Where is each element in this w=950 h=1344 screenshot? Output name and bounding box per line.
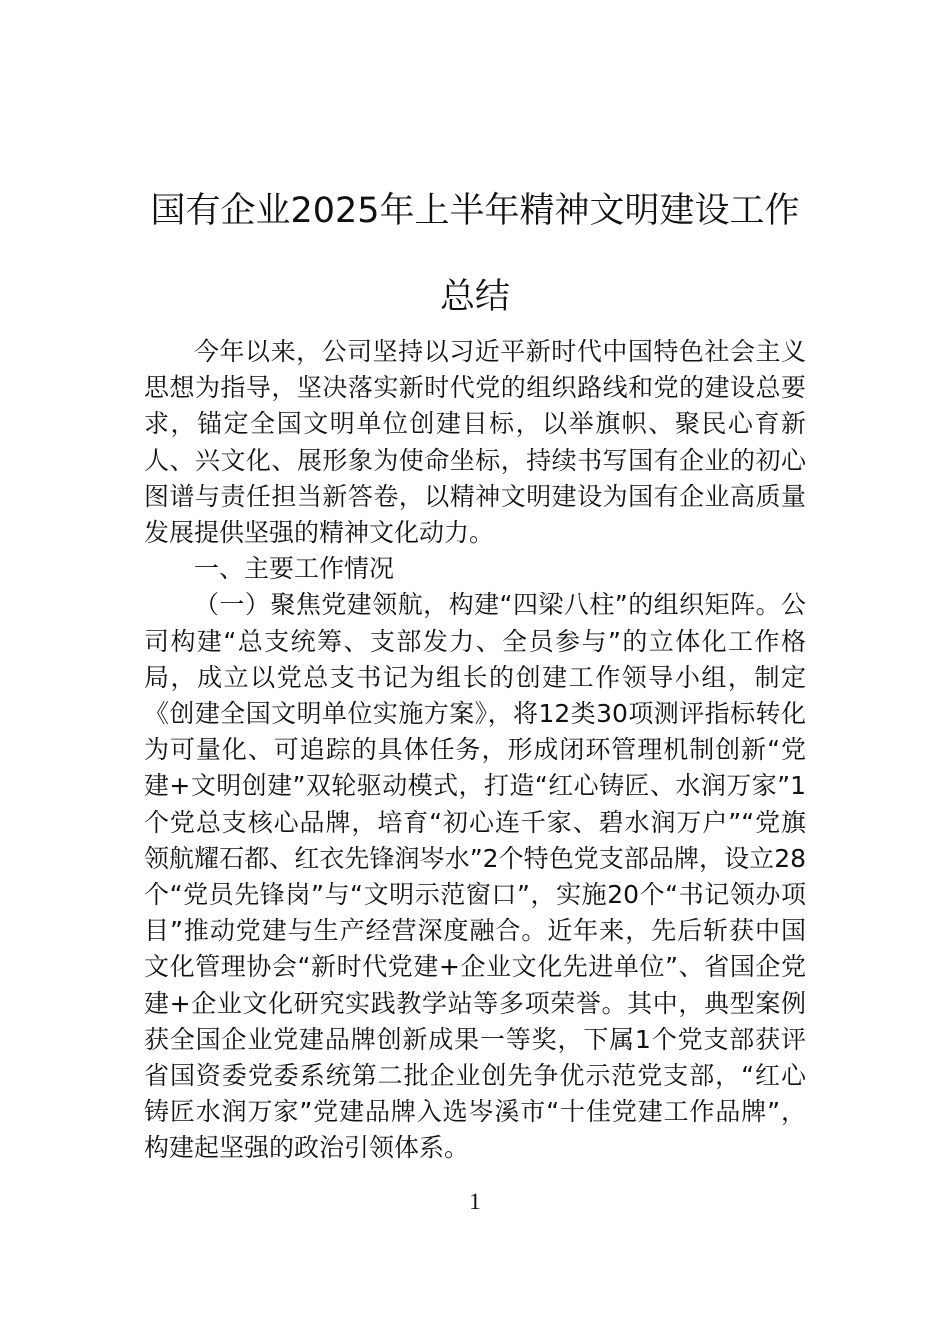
page-number: 1	[469, 1189, 481, 1214]
title-line-1: 国有企业2025年上半年精神文明建设工作	[150, 191, 800, 231]
document-body	[144, 334, 806, 1167]
title-line-2: 总结	[439, 277, 510, 317]
section-heading-main-work: 一、主要工作情况	[194, 554, 395, 584]
subsection-party-building-paragraph: （一）聚焦党建领航，构建“四梁八柱”的组织矩阵。公司构建“总支统筹、支部发力、全员参与”的立体化工作格局，成立以党总支书记为组长的创建工作领导小组，制定《创建全国文明单位实施方案》，将12类30项测评指标转化为可量化、可追踪的具体任务，形成闭环管理机制创新“党建+文明创建”双轮驱动模式，打造“红心铸匠、水润万家”1个党总支核心品牌，培育“初心连千家、碧水润万户”“党旗领航耀石都、红衣先锋润岑水”2个特色党支部品牌，设立28个“党员先锋岗”与“文明示范窗口”，实施20个“书记领办项目”推动党建与生产经营深度融合。近年来，先后斩获中国文化管理协会“新时代党建+企业文化先进单位”、省国企党建+企业文化研究实践教学站等多项荣誉。其中，典型案例获全国企业党建品牌创新成果一等奖，下属1个党支部获评省国资委党委系统第二批企业创先争优示范党支部，“红心铸匠水润万家”党建品牌入选岑溪市“十佳党建工作品牌”，构建起坚强的政治引领体系。	[144, 590, 806, 1163]
document-title	[120, 168, 830, 340]
intro-paragraph: 今年以来，公司坚持以习近平新时代中国特色社会主义思想为指导，坚决落实新时代党的组织路线和党的建设总要求，锚定全国文明单位创建目标，以举旗帜、聚民心育新人、兴文化、展形象为使命坐标，持续书写国有企业的初心图谱与责任担当新答卷，以精神文明建设为国有企业高质量发展提供坚强的精神文化动力。	[144, 337, 806, 548]
